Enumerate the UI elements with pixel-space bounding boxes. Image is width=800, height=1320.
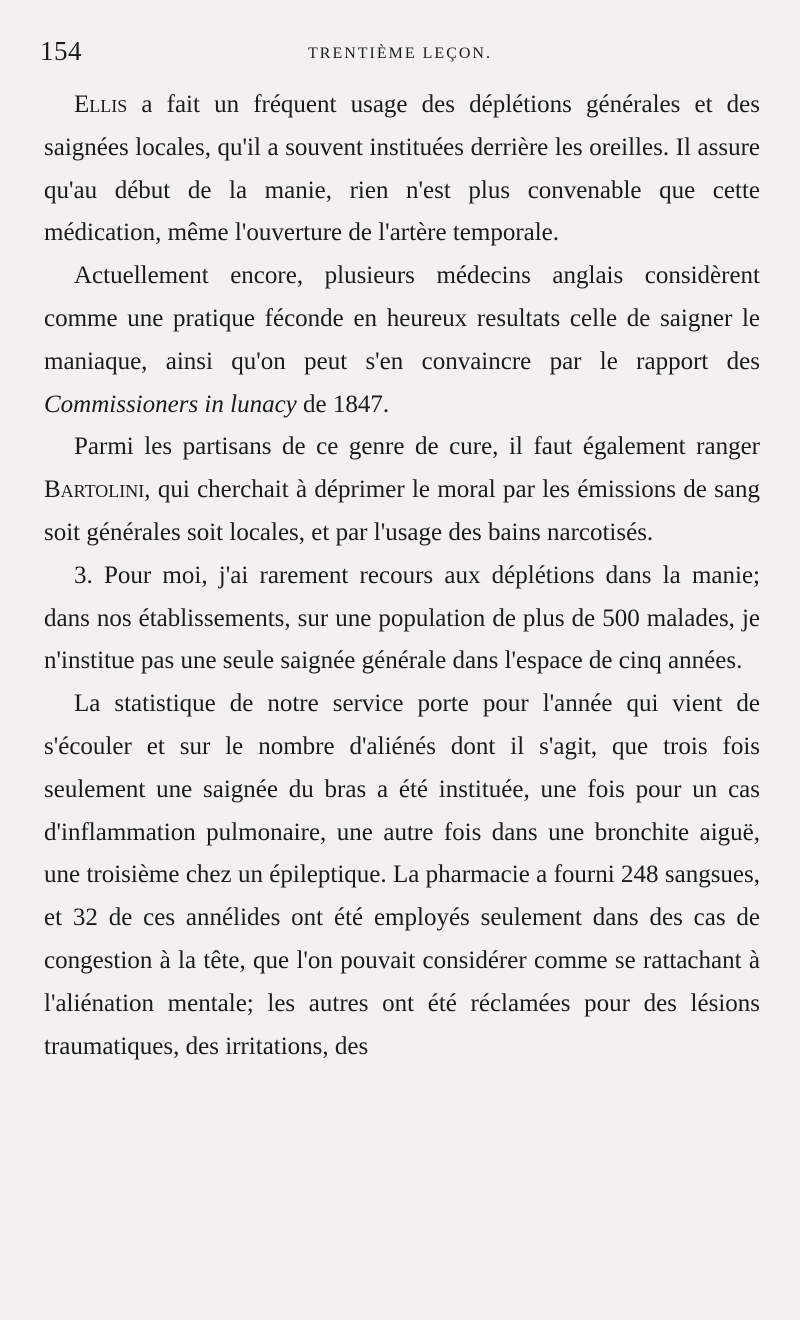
paragraph-text: Parmi les partisans de ce genre de cure, il faut également ranger bbox=[74, 433, 760, 461]
paragraph-bartolini bbox=[44, 426, 760, 554]
author-name-bartolini: Bartolini bbox=[44, 476, 145, 504]
paragraph-commissioners bbox=[44, 255, 760, 426]
paragraph-text: Actuellement encore, plusieurs médecins anglais considèrent comme une pratique féconde en heureux resultats celle de saigner le maniaque, ainsi qu'on peut s'en convaincre par le rapport des bbox=[44, 262, 760, 375]
author-name-ellis: Ellis bbox=[74, 91, 128, 118]
paragraph-text: de 1847. bbox=[296, 390, 390, 418]
paragraph-text: 3. Pour moi, j'ai rarement recours aux déplétions dans la manie; dans nos établissements, sur une population de plus de 500 malades, je n'institue pas une seule saignée générale dans l'espace de cinq années. bbox=[44, 561, 760, 675]
running-head: TRENTIÈME LEÇON. bbox=[308, 45, 492, 62]
page-header bbox=[40, 36, 760, 72]
paragraph-numbered-3 bbox=[44, 555, 760, 683]
paragraph-ellis bbox=[44, 84, 760, 255]
body-text bbox=[44, 84, 760, 1068]
page-number: 154 bbox=[40, 36, 82, 66]
paragraph-text: La statistique de notre service porte pour l'année qui vient de s'écouler et sur le nombre d'aliénés dont il s'agit, que trois fois seulement une saignée du bras a été instituée, une fois pour un cas d'inflammation pulmonaire, une autre fois dans une bronchite aiguë, une troisième chez un épileptique. La pharmacie a fourni 248 sangsues, et 32 de ces annélides ont été employés seulement dans des cas de congestion à la tête, que l'on pouvait considérer comme se rattachant à l'aliénation mentale; les autres ont été réclamées pour des lésions traumatiques, des irritations, des bbox=[44, 690, 760, 1060]
paragraph-text: , qui cherchait à déprimer le moral par les émissions de sang soit générales soit locales, et par l'usage des bains narcotisés. bbox=[44, 476, 760, 546]
paragraph-text: a fait un fréquent usage des déplétions générales et des saignées locales, qu'il a souvent instituées derrière les oreilles. Il assure qu'au début de la manie, rien n'est plus convenable que cette médication, même l'ouverture de l'artère temporale. bbox=[44, 91, 760, 247]
paragraph-statistics bbox=[44, 683, 760, 1068]
report-title: Commissioners in lunacy bbox=[44, 390, 297, 418]
